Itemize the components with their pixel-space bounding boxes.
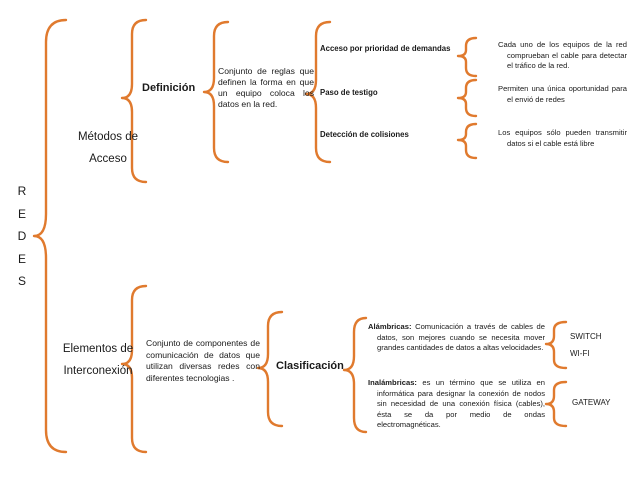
- alambricas-text: Comunicación a través de cables de datos, son mejores cuando se necesita mover grandes cantidades de datos a altas velocidades.: [377, 322, 545, 352]
- method3-brace: [458, 124, 476, 158]
- root-brace: [34, 20, 66, 452]
- method-text-colisiones: Los equipos sólo pueden transmitir datos si el cable está libre: [498, 128, 627, 148]
- alambricas-brace: [546, 322, 566, 368]
- alambricas-example-wifi: WI-FI: [570, 349, 590, 358]
- inalambricas-brace: [546, 382, 566, 426]
- method2-brace: [458, 80, 476, 116]
- inalambricas-example-gateway: GATEWAY: [572, 398, 611, 407]
- root-label: R E D E S: [17, 184, 27, 288]
- method-label-testigo: Paso de testigo: [320, 88, 378, 97]
- method-text-testigo: Permiten una única oportunidad para el envió de redes: [498, 84, 627, 104]
- alambricas-term: Alámbricas:: [368, 322, 412, 331]
- clasificacion-label: Clasificación: [276, 360, 344, 372]
- method-text-prioridad: Cada uno de los equipos de la red comprueban el cable para detectar el tráfico de la red.: [498, 40, 627, 70]
- inalambricas-text: es un término que se utiliza en informática para designar la conexión de nodos sin necesidad de una conexión física (cables), ésta se da por medio de ondas electromagnéticas.: [377, 378, 545, 429]
- method1-brace: [458, 38, 476, 76]
- method-label-prioridad: Acceso por prioridad de demandas: [320, 44, 451, 53]
- alambricas-block: [368, 322, 545, 354]
- elementos-label: Elementos de Interconexión: [62, 343, 134, 377]
- definicion-label: Definición: [142, 82, 196, 94]
- inalambricas-term: Inalámbricas:: [368, 378, 417, 387]
- elementos-text: Conjunto de componentes de comunicación de datos que utilizan diversas redes con diferentes tecnologias .: [146, 338, 260, 383]
- metodos-label: Métodos de Acceso: [77, 131, 139, 165]
- definicion-text: Conjunto de reglas que definen la forma en que un equipo coloca los datos en la red.: [218, 66, 314, 109]
- inalambricas-block: [368, 378, 545, 431]
- method-label-colisiones: Detección de colisiones: [320, 130, 409, 139]
- alambricas-example-switch: SWITCH: [570, 332, 602, 341]
- clasificacion-brace: [344, 318, 366, 432]
